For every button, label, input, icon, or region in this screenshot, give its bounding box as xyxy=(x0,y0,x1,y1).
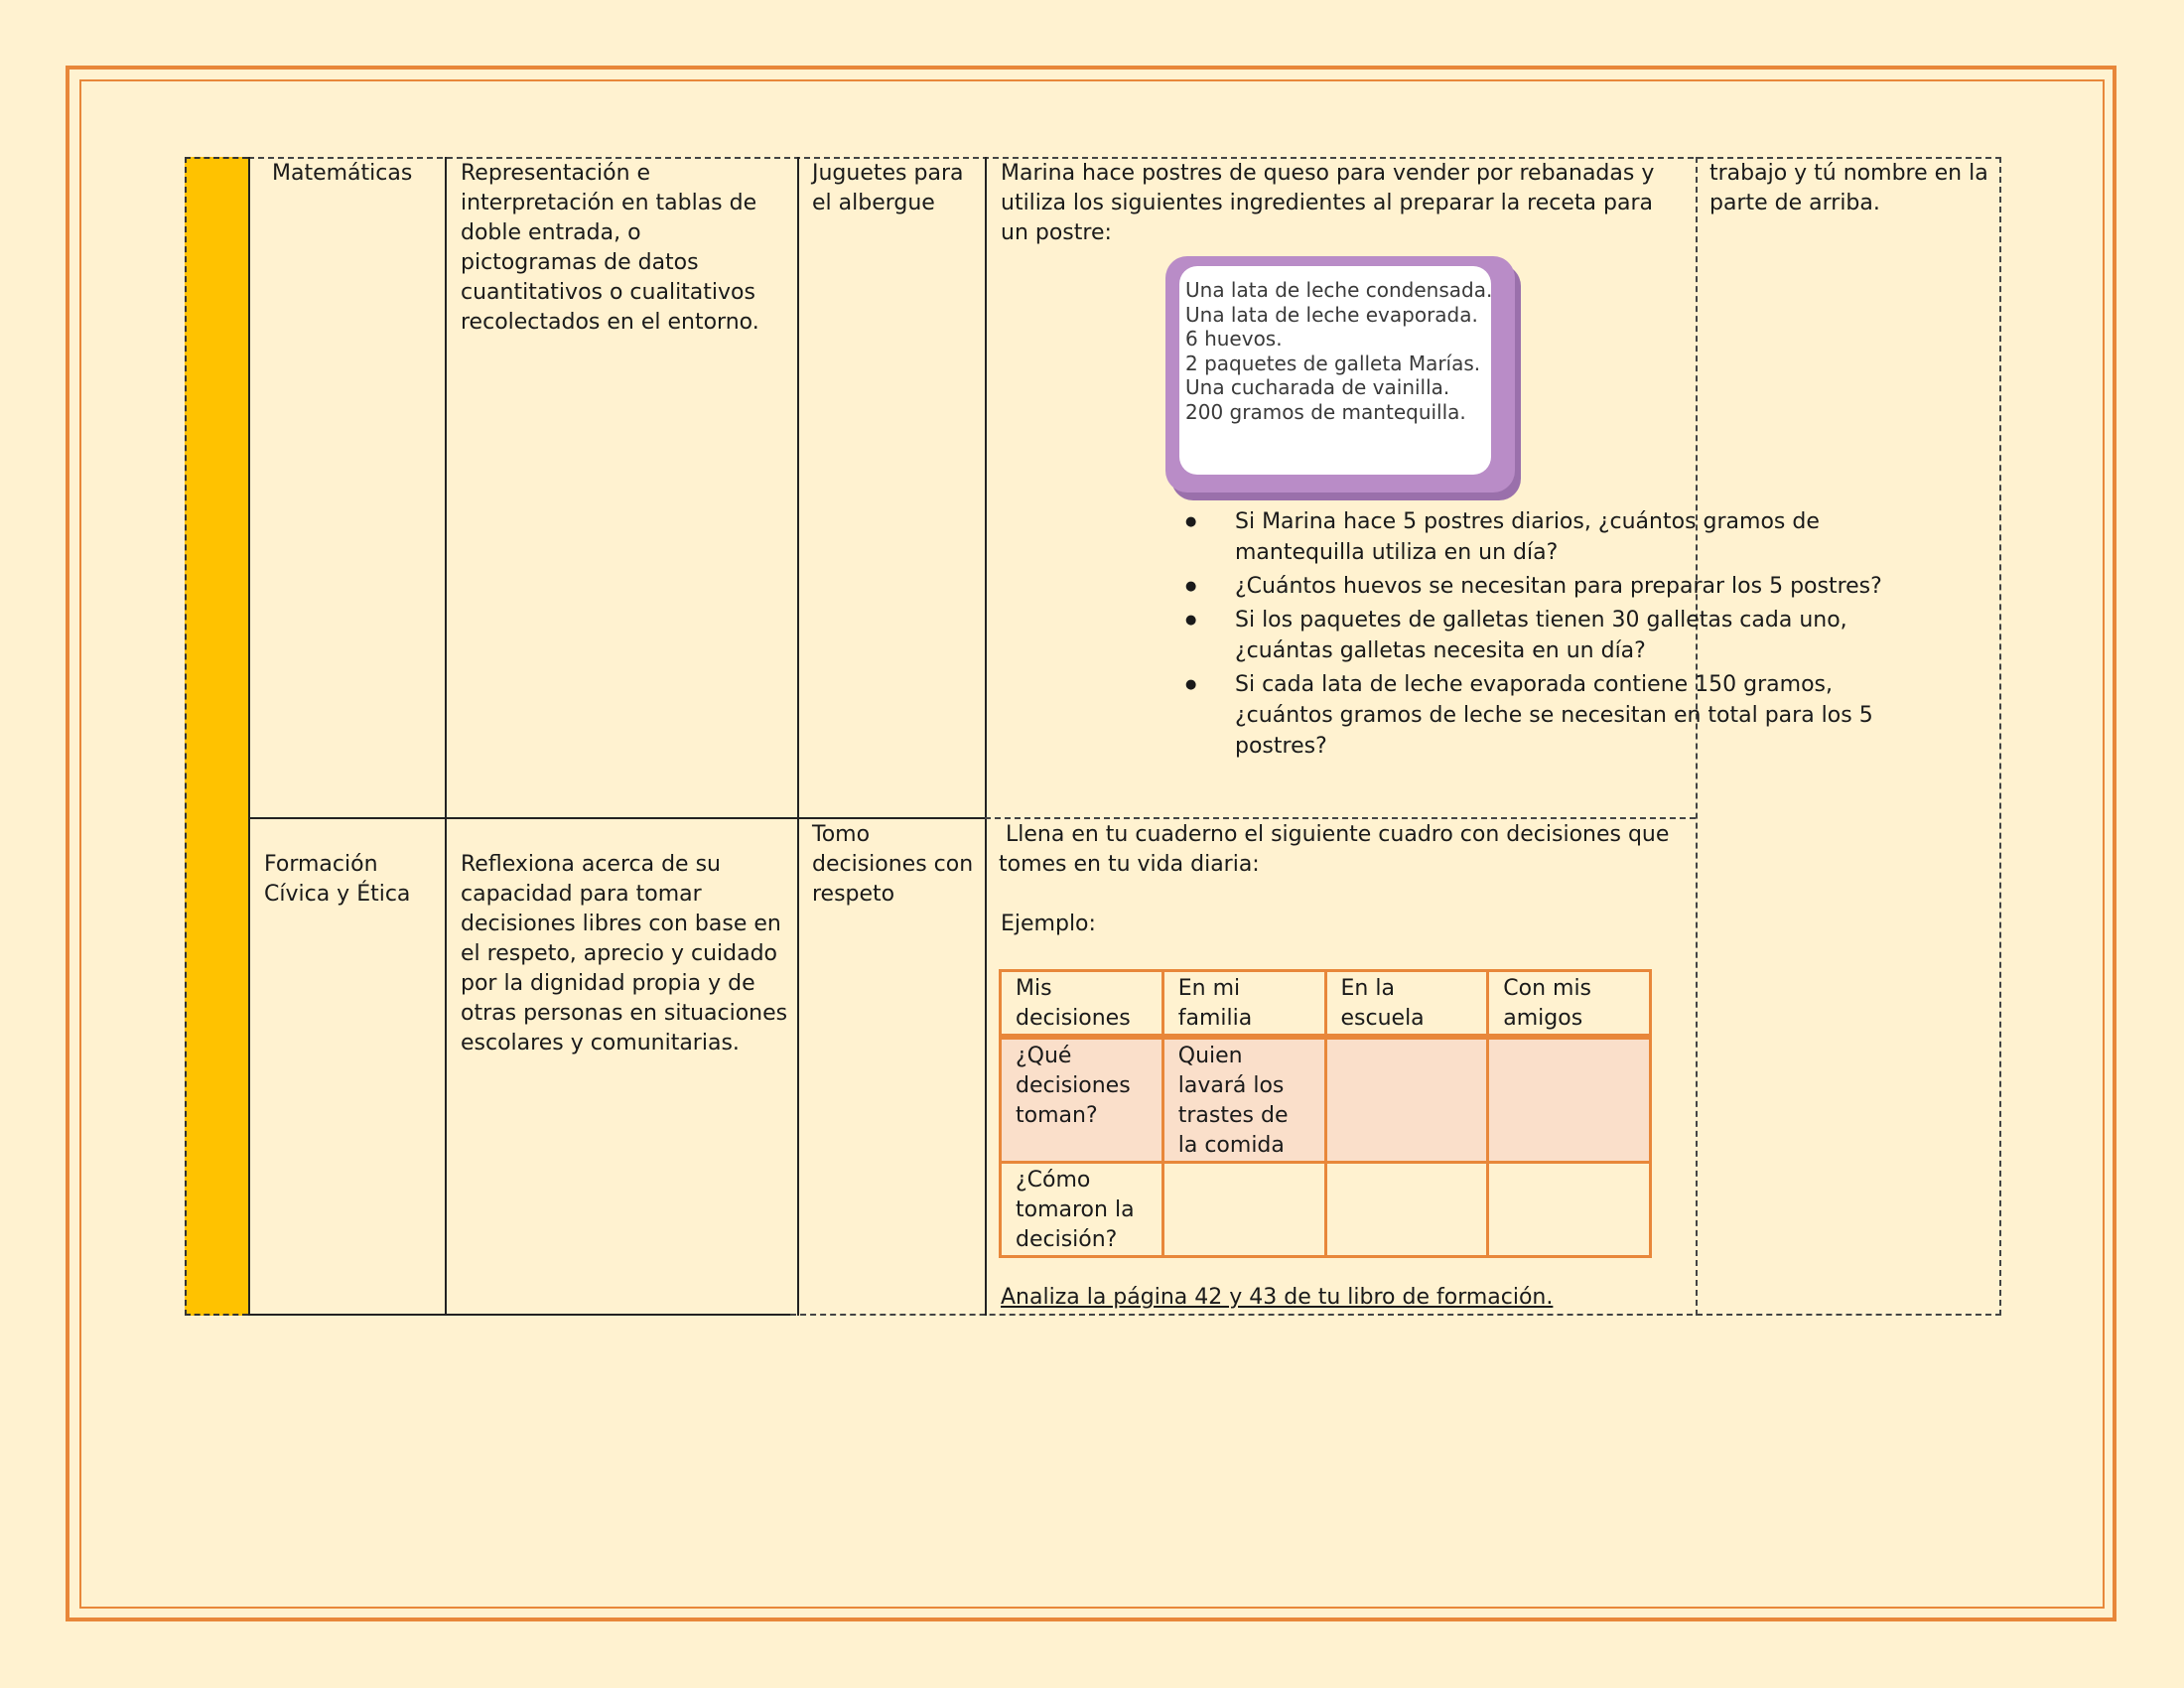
example-header-cell: En mi familia xyxy=(1162,971,1325,1038)
example-cell: ¿Qué decisiones toman? xyxy=(1001,1037,1163,1163)
row1-activity-intro: Marina hace postres de queso para vender por rebanadas y utiliza los siguientes ingredientes al preparar la receta para un postre: xyxy=(1001,161,1655,245)
example-table-header xyxy=(1001,971,1651,1038)
question-list xyxy=(1185,506,1900,765)
example-cell: Quien lavará los trastes de la comida xyxy=(1162,1037,1325,1163)
example-cell xyxy=(1488,1037,1651,1163)
recipe-item: Una cucharada de vainilla. xyxy=(1185,375,1450,399)
recipe-card xyxy=(1165,256,1515,492)
col-sep-3 xyxy=(797,157,799,1316)
sidebar-color-bar xyxy=(185,157,248,1316)
table-bottom-border-solid xyxy=(248,1314,790,1316)
example-header-cell: En la escuela xyxy=(1325,971,1488,1038)
example-label: Ejemplo: xyxy=(1001,912,1096,936)
question-item: ● Si los paquetes de galletas tienen 30 galletas cada uno, ¿cuántas galletas necesita en un día? xyxy=(1185,605,1900,666)
question-item: ● Si Marina hace 5 postres diarios, ¿cuántos gramos de mantequilla utiliza en un día? xyxy=(1185,506,1900,568)
col-sep-2 xyxy=(445,157,447,1316)
example-header-cell: Con mis amigos xyxy=(1488,971,1651,1038)
row1-learning: Representación e interpretación en tablas de doble entrada, o pictogramas de datos cuantitativos o cualitativos recolectados en el entorno. xyxy=(461,161,759,335)
row2-learning: Reflexiona acerca de su capacidad para tomar decisiones libres con base en el respeto, aprecio y cuidado por la dignidad propia y de otras personas en situaciones escolares y comunitarias. xyxy=(461,852,788,1055)
example-cell xyxy=(1162,1163,1325,1257)
row1-subject: Matemáticas xyxy=(272,161,413,186)
row2-subject: Formación Cívica y Ética xyxy=(264,852,411,907)
recipe-item: Una lata de leche evaporada. xyxy=(1185,302,1478,327)
example-cell xyxy=(1325,1037,1488,1163)
example-cell xyxy=(1325,1163,1488,1257)
question-item: ● Si cada lata de leche evaporada contiene 150 gramos, ¿cuántos gramos de leche se necesitan en total para los 5 postres? xyxy=(1185,669,1900,762)
table-right-border xyxy=(1999,157,2001,1316)
recipe-item: 6 huevos. xyxy=(1185,327,1283,351)
example-header-cell: Mis decisiones xyxy=(1001,971,1163,1038)
example-cell: ¿Cómo tomaron la decisión? xyxy=(1001,1163,1163,1257)
row1-topic: Juguetes para el albergue xyxy=(812,161,964,215)
col-sep-1 xyxy=(248,157,250,1316)
row2-activity-intro: Llena en tu cuaderno el siguiente cuadro con decisiones que tomes en tu vida diaria: xyxy=(999,822,1677,877)
row-separator xyxy=(248,817,985,819)
recipe-card-content xyxy=(1179,266,1491,475)
example-cell xyxy=(1488,1163,1651,1257)
row-separator-dashed xyxy=(985,817,1696,819)
lesson-table xyxy=(185,157,2001,1316)
example-table-row xyxy=(1001,1037,1651,1163)
row2-topic: Tomo decisiones con respeto xyxy=(812,822,974,907)
example-table xyxy=(999,969,1652,1258)
recipe-item: 2 paquetes de galleta Marías. xyxy=(1185,351,1481,375)
col-sep-4 xyxy=(985,157,987,1316)
recipe-item: Una lata de leche condensada. xyxy=(1185,278,1493,302)
example-table-row xyxy=(1001,1163,1651,1257)
recipe-item: 200 gramos de mantequilla. xyxy=(1185,399,1466,424)
table-bottom-border xyxy=(790,1314,2001,1316)
book-reference-link[interactable]: Analiza la página 42 y 43 de tu libro de formación. xyxy=(1001,1285,1554,1310)
question-item: ● ¿Cuántos huevos se necesitan para preparar los 5 postres? xyxy=(1185,571,1900,602)
evidence-text: trabajo y tú nombre en la parte de arriba. xyxy=(1709,161,1988,215)
